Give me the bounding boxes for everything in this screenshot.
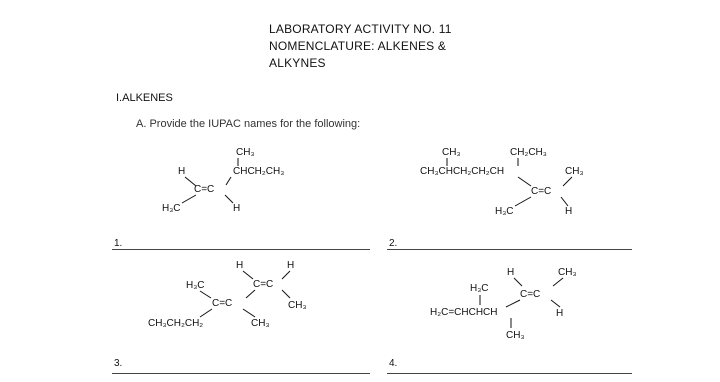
s4-label-cc: C=C [520,289,541,300]
s3-bond [243,309,255,317]
s4-label-h-right: H [556,308,564,319]
s1-label-h3c: H₃C [162,203,181,214]
s4-bond [551,300,560,307]
item-number-3: 3. [114,358,123,369]
topic-title-line1: NOMENCLATURE: ALKENES & [269,39,447,53]
item-number-2: 2. [389,238,398,249]
s3-label-h3c: H₃C [186,280,205,291]
s2-bond [561,197,568,206]
s2-bond [515,197,531,206]
s3-label-cc-bottom: C=C [212,298,233,309]
s3-label-propyl: CH₃CH₂CH₂ [148,318,204,329]
s3-bond [200,291,211,298]
s3-bond [243,271,253,279]
s2-label-h: H [565,206,573,217]
s3-bond [282,271,290,279]
s2-label-h3c: H₃C [495,206,514,217]
s1-bond [182,195,196,203]
s3-label-ch3-right: CH₃ [288,300,307,311]
s4-label-h-top: H [507,267,515,278]
s1-label-h-top: H [178,166,186,177]
s4-label-ch3-bottom: CH₃ [506,330,525,341]
s2-label-ch3-right: CH₃ [565,166,584,177]
s2-bond [518,177,531,186]
s4-bond [506,300,520,307]
item-number-1: 1. [114,238,123,249]
s1-label-ch3: CH₃ [236,147,255,158]
s4-bond [553,278,563,286]
s4-label-ch3-top: CH₃ [558,267,577,278]
s1-bond [226,177,231,185]
item-number-4: 4. [389,358,398,369]
s3-label-cc-top: C=C [253,279,274,290]
s4-label-chain: H₂C=CHCHCH [430,307,498,318]
s3-label-h2: H [287,260,295,271]
s4-label-h3c: H₃C [470,283,489,294]
s1-label-h-bottom: H [233,203,241,214]
s3-label-ch3-bottom: CH₃ [251,318,270,329]
s2-label-cc: C=C [531,186,552,197]
s1-bond [225,195,233,203]
s2-label-chain: CH₃CHCH₂CH₂CH [420,166,505,177]
s1-label-sub: CHCH₂CH₃ [233,166,285,177]
s3-label-h1: H [236,260,244,271]
s4-bond [514,278,522,286]
structure-4 [430,267,577,341]
s3-bond [200,309,212,317]
structure-1 [162,147,284,214]
s3-bond [282,290,290,298]
s3-bond [246,290,255,298]
activity-title: LABORATORY ACTIVITY NO. 11 [269,22,452,36]
s2-bond [563,177,572,186]
structure-3 [148,260,307,329]
s2-label-ch3: CH₃ [442,147,461,158]
instruction-text: A. Provide the IUPAC names for the following: [136,118,361,130]
structure-2 [420,147,584,217]
s1-label-cc: C=C [194,184,215,195]
topic-title-line2: ALKYNES [269,56,326,70]
s2-label-ch2ch3: CH₂CH₃ [510,147,547,158]
section-title: I.ALKENES [116,92,173,104]
